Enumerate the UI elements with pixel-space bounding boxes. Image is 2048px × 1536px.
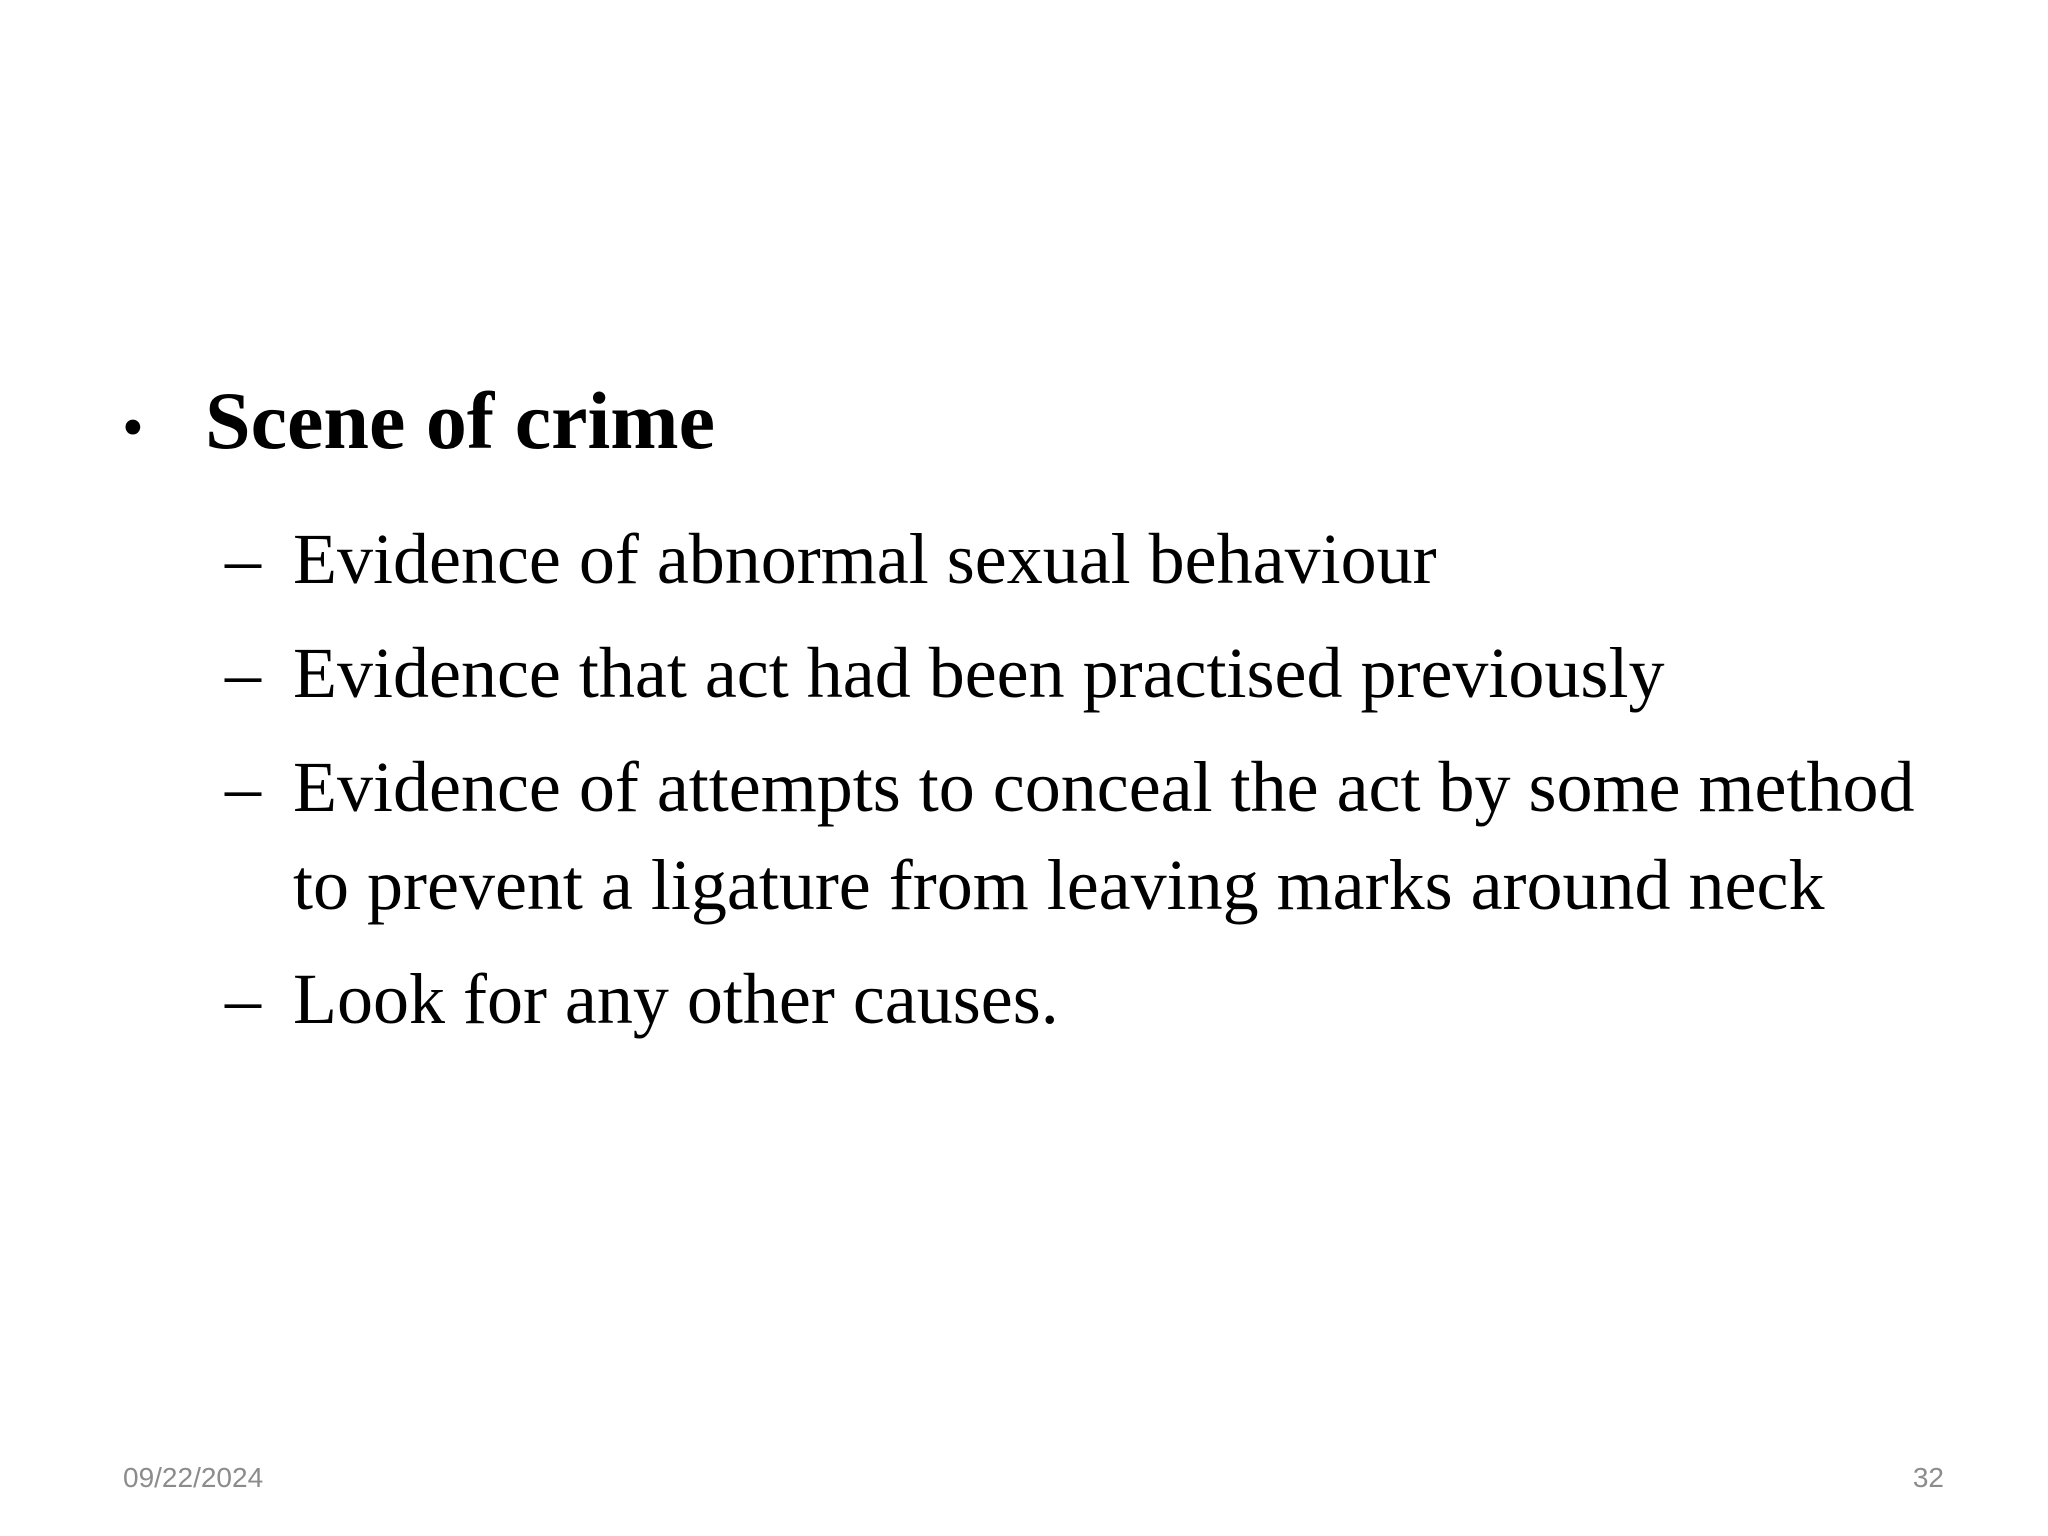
- sub-bullet-text: Evidence that act had been practised previously: [293, 633, 1665, 713]
- sub-bullet-text: Look for any other causes.: [293, 959, 1059, 1039]
- sub-bullet-item: [225, 738, 1925, 934]
- dash-marker: –: [225, 747, 261, 827]
- dash-marker: –: [225, 959, 261, 1039]
- slide-number: 32: [1912, 1462, 1944, 1493]
- bullet-heading: Scene of crime: [205, 375, 715, 466]
- sub-bullet-text: Evidence of abnormal sexual behaviour: [293, 519, 1437, 599]
- footer-date: 09/22/2024: [123, 1462, 264, 1493]
- bullet-marker: •: [122, 394, 144, 462]
- dash-marker: –: [225, 633, 261, 713]
- dash-marker: –: [225, 519, 261, 599]
- sub-bullet-item: [225, 624, 1925, 722]
- sub-bullet-item: [225, 950, 1925, 1048]
- main-bullet: [122, 375, 715, 466]
- sub-bullet-list: [225, 510, 1925, 1064]
- sub-bullet-text: Evidence of attempts to conceal the act by some method to prevent a ligature from leaving marks around neck: [293, 747, 1915, 925]
- sub-bullet-item: [225, 510, 1925, 608]
